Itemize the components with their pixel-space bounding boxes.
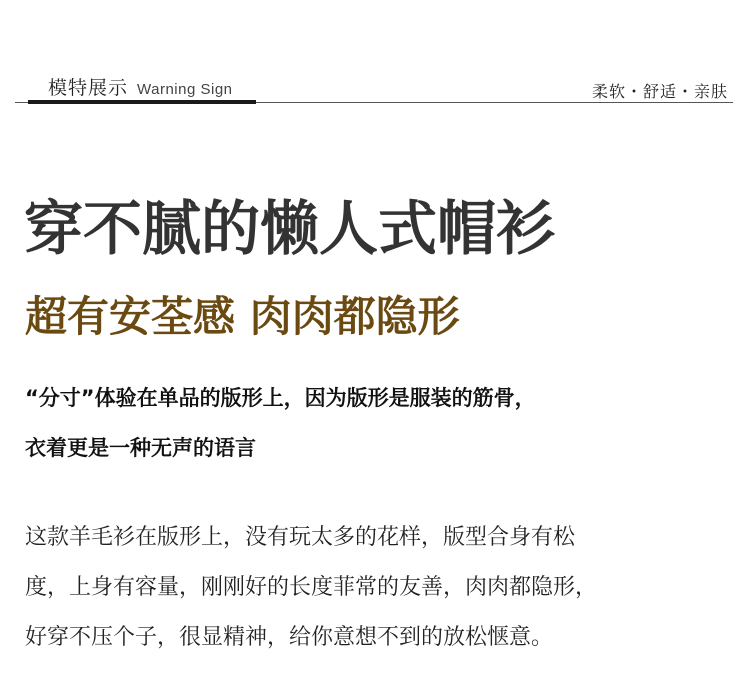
headline: 穿不腻的懒人式帽衫 xyxy=(24,194,556,263)
body-paragraph xyxy=(25,521,725,655)
header-left xyxy=(48,73,233,100)
header-tagline: 柔软・舒适・亲肤 xyxy=(591,82,728,101)
subheadline: 超有安荃感 肉肉都隐形 xyxy=(25,292,460,341)
body-line: 好穿不压个子，很显精神，给你意想不到的放松惬意。 xyxy=(25,625,554,650)
divider-accent xyxy=(28,100,256,104)
header-title: 模特展示 xyxy=(48,77,129,99)
body-line: 度，上身有容量，刚刚好的长度菲常的友善，肉肉都隐形， xyxy=(25,575,598,600)
intro-line: “分寸”体验在单品的版形上，因为版形是服装的筋骨， xyxy=(25,386,536,410)
intro-line: 衣着更是一种无声的语言 xyxy=(25,436,256,460)
header xyxy=(0,0,750,110)
body-line: 这款羊毛衫在版形上，没有玩太多的花样，版型合身有松 xyxy=(25,525,576,550)
header-subtitle: Warning Sign xyxy=(137,81,233,98)
intro-paragraph xyxy=(25,382,725,462)
